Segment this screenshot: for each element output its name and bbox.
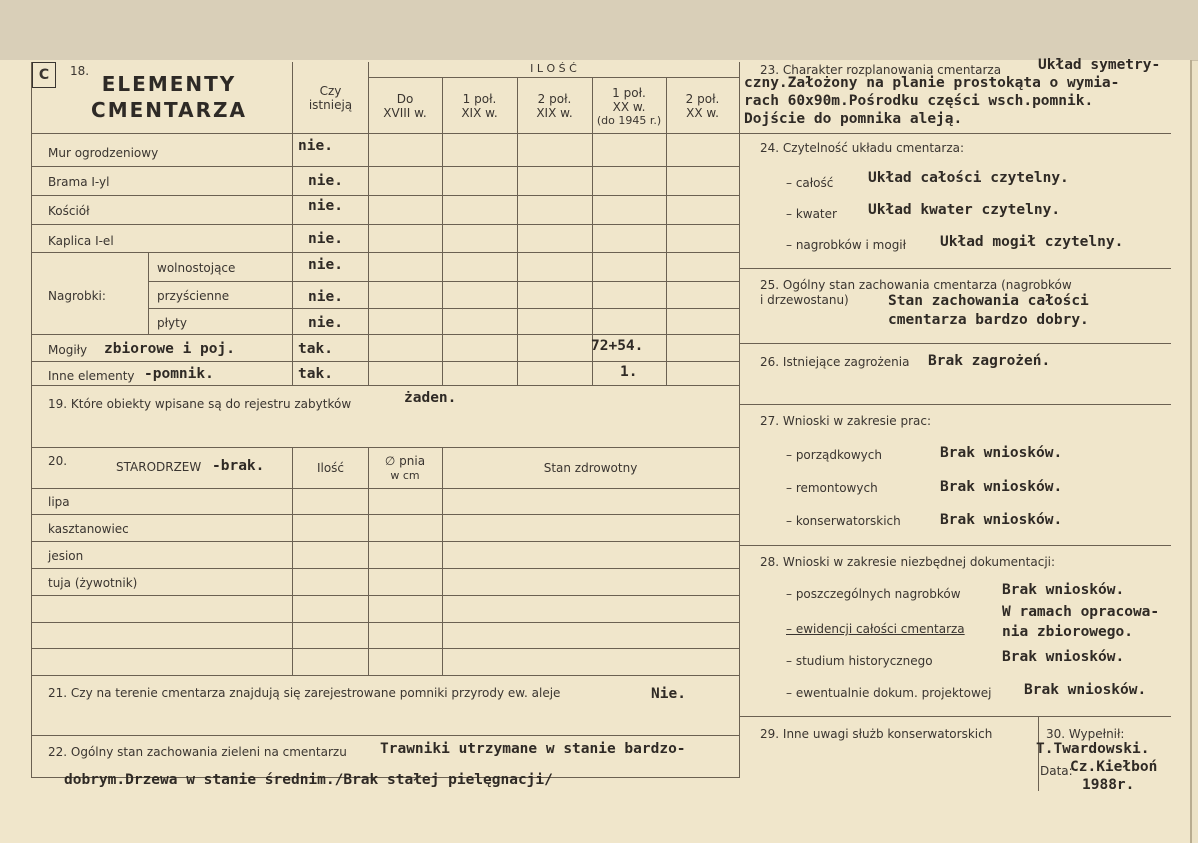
s24-item-2-value: Układ kwater czytelny. — [868, 202, 1061, 218]
period-1-l1: Do — [396, 92, 414, 106]
s28-item-2-value-2: nia zbiorowego. — [1002, 624, 1133, 640]
row-inne-extra: -pomnik. — [144, 366, 214, 382]
s24-item-1-label: – całość — [786, 176, 834, 190]
s27-item-3-value: Brak wniosków. — [940, 512, 1063, 528]
s29-label: 29. Inne uwagi służb konserwatorskich — [760, 727, 993, 741]
s20-value: -brak. — [212, 458, 265, 474]
s27-item-2-value: Brak wniosków. — [940, 479, 1063, 495]
row-mogily-value: tak. — [298, 341, 333, 357]
col-pnia-l2: w cm — [390, 469, 420, 482]
s28-item-4-value: Brak wniosków. — [1024, 682, 1147, 698]
period-3-l1: 2 poł. — [537, 92, 572, 106]
row-kosciol-value: nie. — [308, 198, 343, 214]
s23-line3: rach 60x90m.Pośrodku części wsch.pomnik. — [744, 93, 1094, 109]
tree-row-2: kasztanowiec — [48, 522, 129, 536]
row-brama-value: nie. — [308, 173, 343, 189]
s28-item-2-label: – ewidencji całości cmentarza — [786, 622, 965, 636]
s30-name-2: Cz.Kiełboń — [1070, 759, 1158, 775]
s18-title-line2: CMENTARZA — [91, 98, 247, 122]
period-5-l2: XX w. — [686, 106, 719, 120]
row-mogily-label: Mogiły — [48, 343, 88, 357]
row-przysc-value: nie. — [308, 289, 343, 305]
row-kosciol-label: Kościół — [48, 204, 90, 218]
s19-value: żaden. — [404, 390, 457, 406]
s24-label: 24. Czytelność układu cmentarza: — [760, 141, 965, 155]
tree-row-3: jesion — [48, 549, 84, 563]
row-plyty-value: nie. — [308, 315, 343, 331]
row-brama-label: Brama I-yl — [48, 175, 110, 189]
s23-line2: czny.Założony na planie prostokąta o wymia- — [744, 75, 1120, 91]
s26-value: Brak zagrożeń. — [928, 353, 1051, 369]
s25-value-1: Stan zachowania całości — [888, 293, 1089, 309]
s21-value: Nie. — [651, 686, 686, 702]
period-3-l2: XIX w. — [536, 106, 573, 120]
s28-item-1-value: Brak wniosków. — [1002, 582, 1125, 598]
s28-item-1-label: – poszczególnych nagrobków — [786, 587, 961, 601]
row-inne-value: tak. — [298, 366, 333, 382]
s22-value-1: Trawniki utrzymane w stanie bardzo- — [380, 741, 686, 757]
s30-data-label: Data: — [1040, 764, 1073, 778]
s18-number: 18. — [70, 64, 90, 78]
row-wolno-value: nie. — [308, 257, 343, 273]
s19-label: 19. Które obiekty wpisane są do rejestru zabytków — [48, 397, 352, 411]
s27-item-3-label: – konserwatorskich — [786, 514, 901, 528]
s20-number: 20. — [48, 454, 68, 468]
s28-item-4-label: – ewentualnie dokum. projektowej — [786, 686, 992, 700]
s27-item-2-label: – remontowych — [786, 481, 878, 495]
col-tree-ilosc: Ilość — [316, 461, 345, 475]
tree-row-4: tuja (żywotnik) — [48, 576, 138, 590]
row-inne-label: Inne elementy — [48, 369, 135, 383]
period-2-l2: XIX w. — [461, 106, 498, 120]
s24-item-2-label: – kwater — [786, 207, 837, 221]
period-4-l3: (do 1945 r.) — [596, 114, 662, 127]
period-4-l2: XX w. — [612, 100, 646, 114]
row-wolno-label: wolnostojące — [157, 261, 236, 275]
period-2-l1: 1 poł. — [462, 92, 497, 106]
s25-label-2: i drzewostanu) — [760, 293, 849, 307]
s27-label: 27. Wnioski w zakresie prac: — [760, 414, 932, 428]
s22-label: 22. Ogólny stan zachowania zieleni na cmentarzu — [48, 745, 347, 759]
tree-row-1: lipa — [48, 495, 70, 509]
s23-label: 23. Charakter rozplanowania cmentarza — [760, 63, 1002, 77]
section-c-box: C — [32, 62, 56, 88]
s30-name-1: T.Twardowski. — [1036, 741, 1150, 757]
s24-item-1-value: Układ całości czytelny. — [868, 170, 1069, 186]
row-mogily-extra: zbiorowe i poj. — [104, 341, 235, 357]
col-pnia-l1: ∅ pnia — [384, 454, 426, 468]
row-nagrobki-label: Nagrobki: — [48, 289, 106, 303]
row-kaplica-label: Kaplica I-el — [48, 234, 114, 248]
s22-value-2: dobrym.Drzewa w stanie średnim./Brak stałej pielęgnacji/ — [64, 772, 553, 788]
s28-item-3-value: Brak wniosków. — [1002, 649, 1125, 665]
s30-year: 1988r. — [1082, 777, 1135, 793]
row-mogily-count: 72+54. — [591, 338, 644, 354]
row-kaplica-value: nie. — [308, 231, 343, 247]
col-ilosc: I L O Ś Ć — [530, 62, 577, 75]
row-mur-value: nie. — [298, 138, 333, 154]
s27-item-1-value: Brak wniosków. — [940, 445, 1063, 461]
row-inne-count: 1. — [620, 364, 638, 380]
s24-item-3-label: – nagrobków i mogił — [786, 238, 907, 252]
col-istnieja: istnieją — [308, 98, 353, 112]
s25-value-2: cmentarza bardzo dobry. — [888, 312, 1089, 328]
s18-title-line1: ELEMENTY — [101, 72, 237, 96]
s23-line4: Dojście do pomnika aleją. — [744, 111, 963, 127]
period-5-l1: 2 poł. — [685, 92, 720, 106]
s24-item-3-value: Układ mogił czytelny. — [940, 234, 1124, 250]
col-stan: Stan zdrowotny — [543, 461, 638, 475]
period-4-l1: 1 poł. — [612, 86, 646, 100]
period-1-l2: XVIII w. — [383, 106, 427, 120]
row-mur-label: Mur ogrodzeniowy — [48, 146, 159, 160]
row-plyty-label: płyty — [157, 316, 187, 330]
s28-item-3-label: – studium historycznego — [786, 654, 933, 668]
s23-line1: Układ symetry- — [1038, 57, 1161, 73]
row-przysc-label: przyścienne — [157, 289, 230, 303]
s30-label: 30. Wypełnił: — [1046, 727, 1125, 741]
s26-label: 26. Istniejące zagrożenia — [760, 355, 910, 369]
tape-strip — [0, 0, 1198, 61]
s21-label: 21. Czy na terenie cmentarza znajdują się zarejestrowane pomniki przyrody ew. aleje — [48, 686, 561, 700]
col-czy: Czy — [319, 84, 342, 98]
s27-item-1-label: – porządkowych — [786, 448, 882, 462]
s28-label: 28. Wnioski w zakresie niezbędnej dokumentacji: — [760, 555, 1056, 569]
s20-title: STARODRZEW — [116, 460, 202, 474]
s28-item-2-value-1: W ramach opracowa- — [1002, 604, 1160, 620]
s25-label-1: 25. Ogólny stan zachowania cmentarza (nagrobków — [760, 278, 1072, 292]
